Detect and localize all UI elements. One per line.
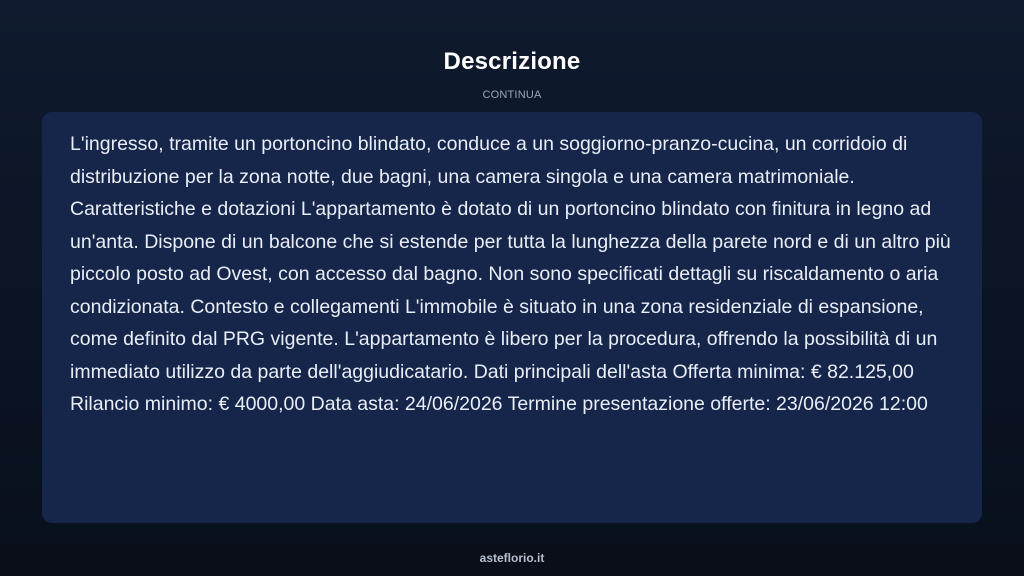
site-name: asteflorio.it	[479, 551, 545, 565]
page-title: Descrizione	[443, 48, 581, 75]
description-card	[42, 112, 982, 523]
footer-bar	[0, 544, 1024, 576]
description-text: L'ingresso, tramite un portoncino blindato, conduce a un soggiorno-pranzo-cucina, un corridoio di distribuzione per la zona notte, due bagni, una camera singola e una camera matrimoniale. Caratteristiche e dotazioni L'appartamento è dotato di un portoncino blindato con finitura in legno ad un'anta. Dispone di un balcone che si estende per tutta la lunghezza della parete nord e di un altro più piccolo posto ad Ovest, con accesso dal bagno. Non sono specificati dettagli su riscaldamento o aria condizionata. Contesto e collegamenti L'immobile è situato in una zona residenziale di espansione, come definito dal PRG vigente. L'appartamento è libero per la procedura, offrendo la possibilità di un immediato utilizzo da parte dell'aggiudicatario. Dati principali dell'asta Offerta minima: € 82.125,00 Rilancio minimo: € 4000,00 Data asta: 24/06/2026 Termine presentazione offerte: 23/06/2026 12:00	[70, 133, 951, 415]
continue-label: CONTINUA	[482, 89, 542, 101]
